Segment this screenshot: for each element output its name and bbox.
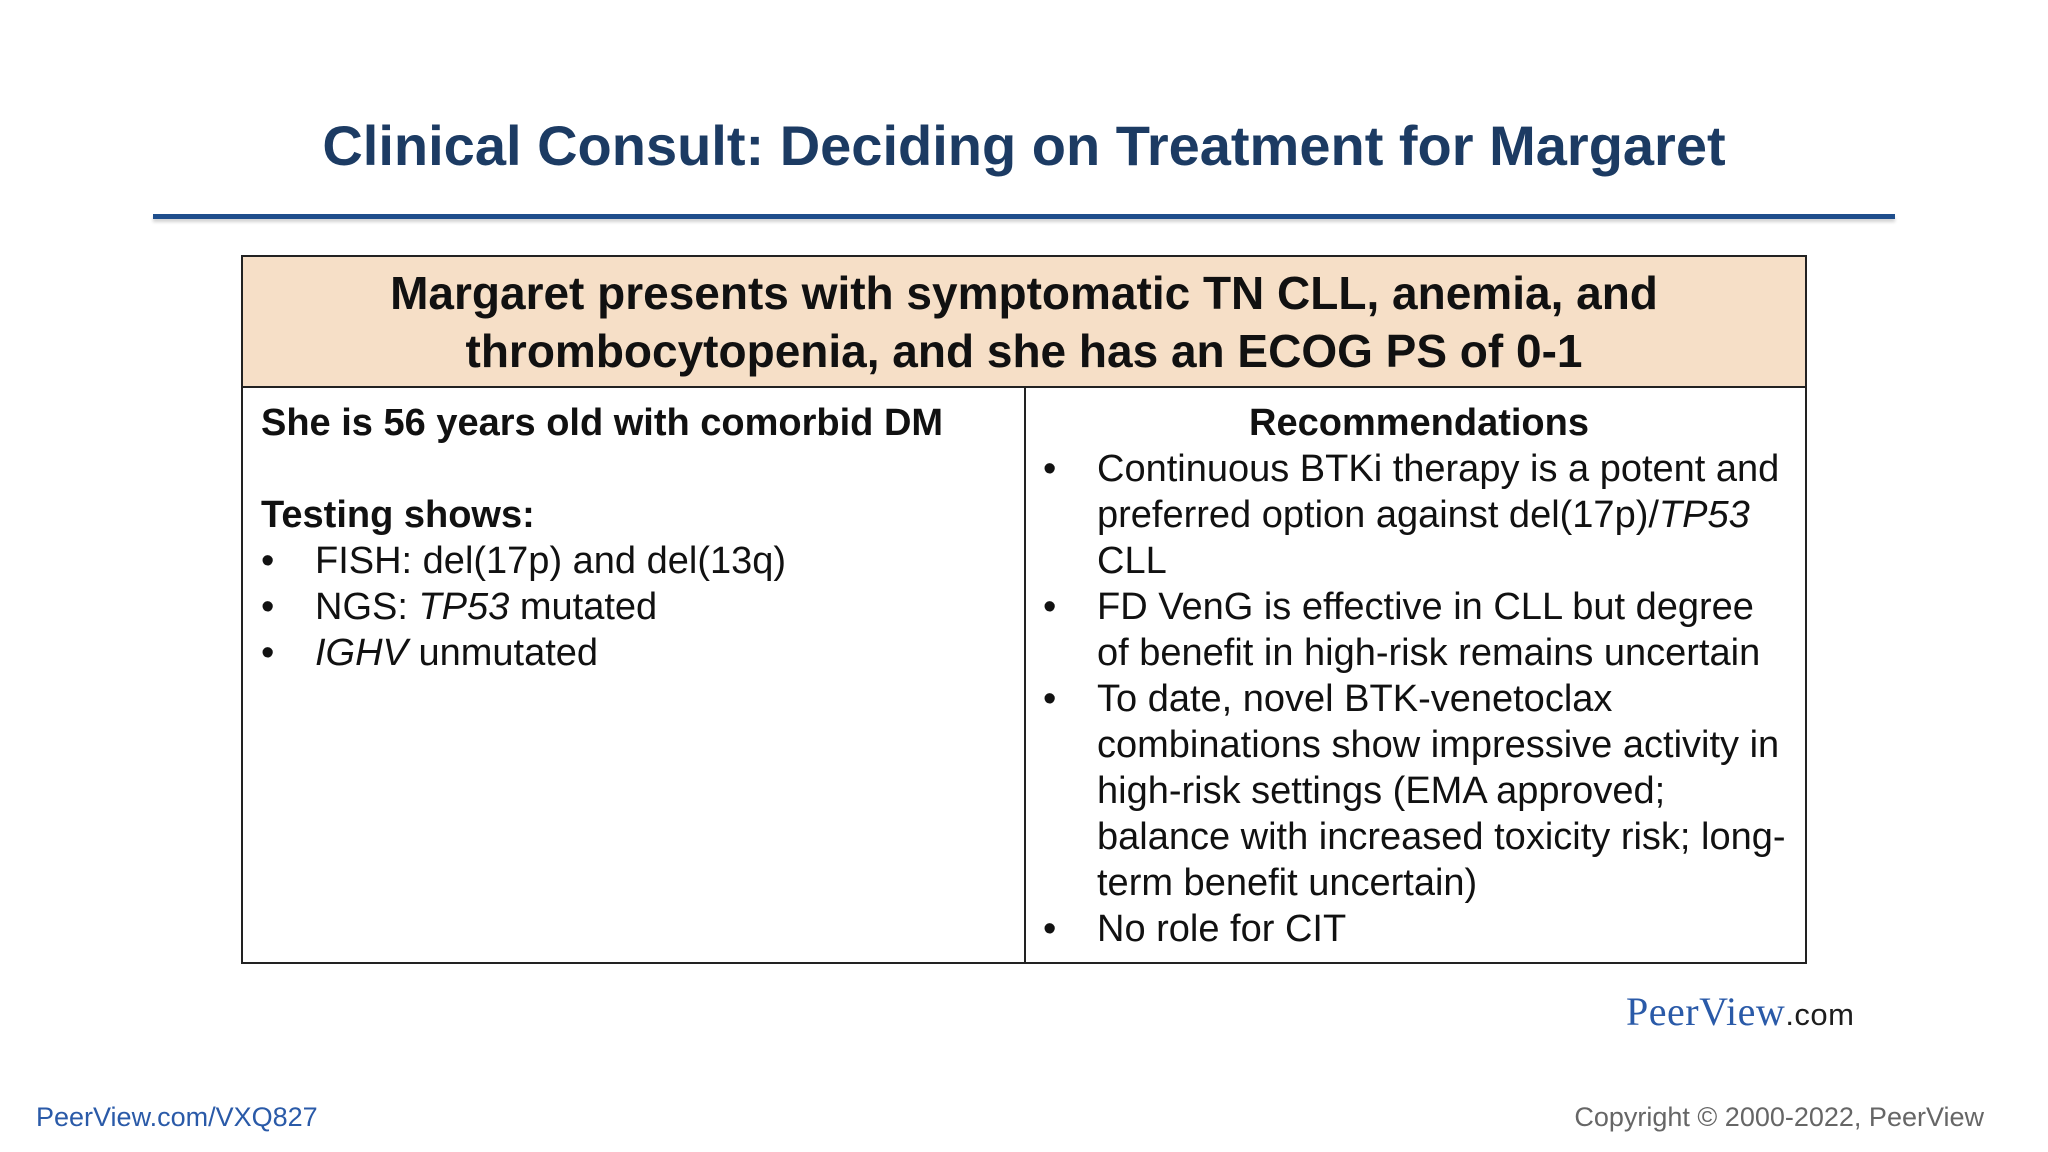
- column-divider: [1024, 388, 1026, 962]
- title-divider: [153, 214, 1895, 219]
- table-header: [243, 257, 1805, 388]
- testing-item: • IGHV unmutated: [261, 630, 1011, 676]
- testing-list: [261, 538, 1011, 676]
- footer-copyright: Copyright © 2000-2022, PeerView: [1574, 1102, 1984, 1132]
- header-line-1: Margaret presents with symptomatic TN CLL, anemia, and: [390, 266, 1658, 319]
- patient-intro: She is 56 years old with comorbid DM: [261, 402, 944, 444]
- footer-link[interactable]: PeerView.com/VXQ827: [36, 1102, 318, 1132]
- testing-item: • FISH: del(17p) and del(13q): [261, 538, 1011, 584]
- recommendations-list: [1043, 446, 1795, 952]
- testing-item: • NGS: TP53 mutated: [261, 584, 1011, 630]
- recommendations-heading: Recommendations: [1249, 402, 1589, 444]
- patient-info-column: [261, 400, 1011, 676]
- recommendation-item: • No role for CIT: [1043, 906, 1795, 952]
- recommendations-column: [1043, 400, 1795, 952]
- peerview-logo: PeerView.com: [1626, 989, 1855, 1034]
- recommendation-item: • To date, novel BTK-venetoclax combinations show impressive activity in high-risk settings (EMA approved; balance with increased toxicity risk; long-term benefit uncertain): [1043, 676, 1795, 906]
- recommendation-item: • Continuous BTKi therapy is a potent and preferred option against del(17p)/TP53 CLL: [1043, 446, 1795, 584]
- consult-table: [241, 255, 1807, 964]
- testing-heading: Testing shows:: [261, 494, 535, 536]
- recommendation-item: • FD VenG is effective in CLL but degree of benefit in high-risk remains uncertain: [1043, 584, 1795, 676]
- header-line-2: thrombocytopenia, and she has an ECOG PS of 0-1: [465, 324, 1583, 377]
- slide-title: Clinical Consult: Deciding on Treatment for Margaret: [322, 114, 1726, 177]
